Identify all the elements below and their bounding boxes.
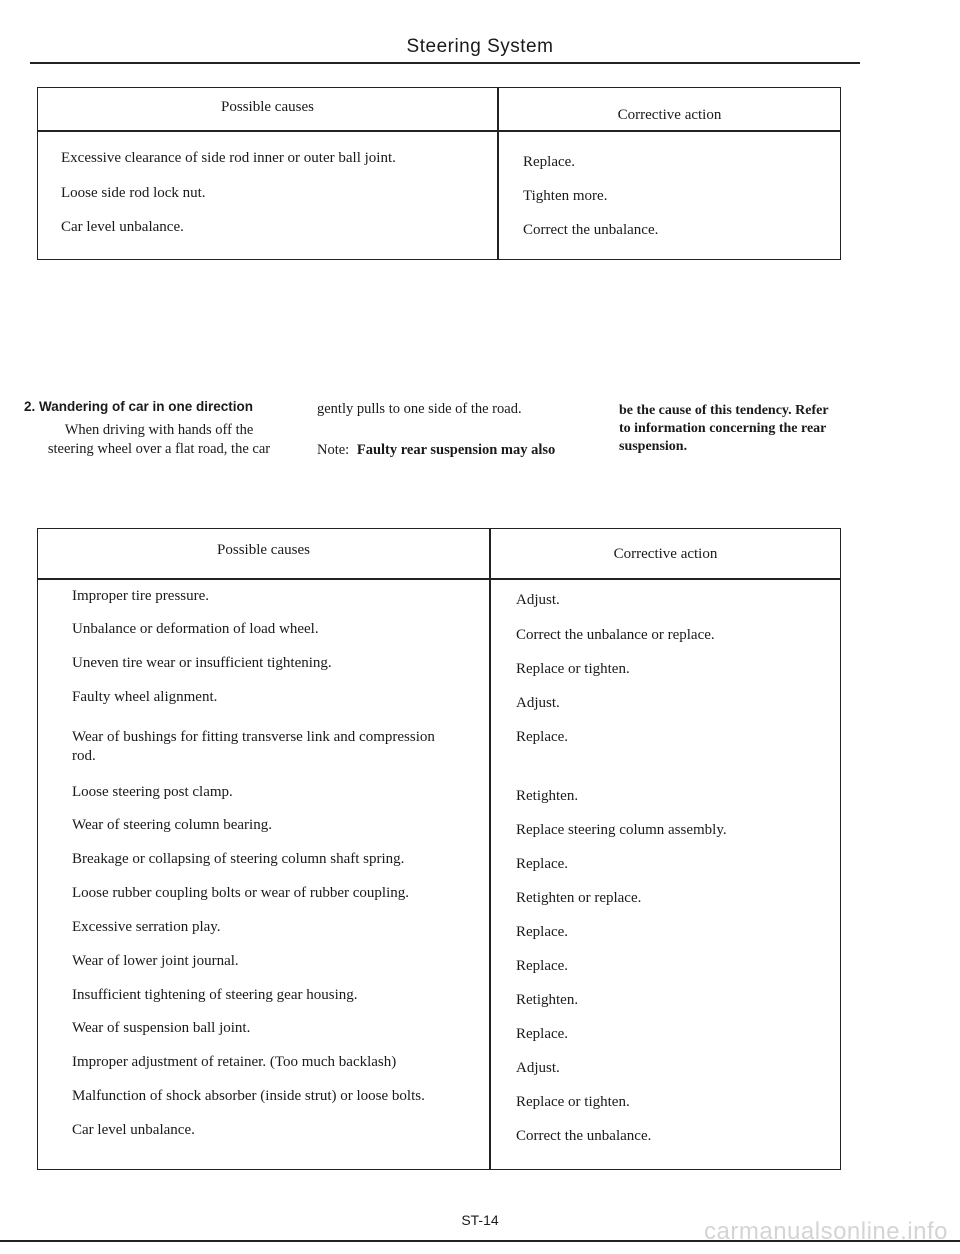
header-possible-causes: Possible causes [221, 99, 314, 115]
causes-table-2 [37, 528, 841, 1170]
watermark: carmanualsonline.info [704, 1218, 948, 1245]
header-rule [30, 62, 860, 64]
action-item: Correct the unbalance or replace. [516, 627, 715, 643]
action-item: Replace. [523, 154, 576, 170]
cause-item: Excessive clearance of side rod inner or outer ball joint. [61, 150, 396, 166]
action-item: Adjust. [516, 592, 560, 608]
action-item: Replace steering column assembly. [516, 822, 727, 838]
body-line: be the cause of this tendency. Refer [619, 403, 829, 418]
header-corrective-action: Corrective action [613, 546, 718, 562]
action-item: Replace. [516, 1026, 569, 1042]
page-header-title: Steering System [406, 36, 554, 57]
action-item: Replace. [516, 958, 569, 974]
section-2-col-2 [317, 400, 597, 459]
cause-item: Wear of lower joint journal. [72, 953, 239, 969]
cause-item: Uneven tire wear or insufficient tightening. [72, 655, 332, 671]
body-line: When driving with hands off the [64, 422, 254, 438]
action-item: Correct the unbalance. [516, 1128, 652, 1144]
cause-item: Improper adjustment of retainer. (Too much backlash) [72, 1054, 397, 1070]
cause-item: Wear of steering column bearing. [72, 817, 272, 833]
action-item: Replace or tighten. [516, 1094, 630, 1110]
section-2-col-1 [24, 398, 294, 459]
body-line: to information concerning the rear [619, 421, 827, 436]
header-divider [38, 130, 840, 132]
cause-item: Wear of bushings for fitting transverse link and compression [72, 729, 435, 745]
column-divider [489, 529, 491, 1169]
causes-table-1 [37, 87, 841, 260]
cause-item: Wear of suspension ball joint. [72, 1020, 251, 1036]
action-item: Retighten. [516, 788, 579, 804]
cause-item: Loose steering post clamp. [72, 784, 233, 800]
action-item: Replace. [516, 729, 569, 745]
cause-item: Insufficient tightening of steering gear housing. [72, 987, 358, 1003]
cause-item: Loose side rod lock nut. [61, 185, 206, 201]
action-item: Correct the unbalance. [523, 222, 659, 238]
body-line: gently pulls to one side of the road. [317, 401, 522, 417]
body-line: suspension. [619, 439, 688, 454]
page-number: ST-14 [461, 1212, 499, 1228]
header-corrective-action: Corrective action [617, 107, 722, 123]
cause-item: rod. [72, 748, 96, 764]
action-item: Replace or tighten. [516, 661, 630, 677]
section-2-heading: 2. Wandering of car in one direction [24, 399, 254, 414]
body-line: steering wheel over a flat road, the car [47, 441, 271, 457]
action-item: Retighten. [516, 992, 579, 1008]
action-item: Adjust. [516, 695, 560, 711]
cause-item: Excessive serration play. [72, 919, 221, 935]
action-item: Adjust. [516, 1060, 560, 1076]
action-item: Replace. [516, 924, 569, 940]
cause-item: Malfunction of shock absorber (inside strut) or loose bolts. [72, 1088, 425, 1104]
action-item: Tighten more. [523, 188, 608, 204]
note-text: Faulty rear suspension may also [356, 442, 556, 458]
cause-item: Improper tire pressure. [72, 588, 210, 604]
note-line [317, 441, 597, 459]
section-2-col-3 [619, 402, 859, 456]
cause-item: Car level unbalance. [72, 1122, 195, 1138]
cause-item: Car level unbalance. [61, 219, 184, 235]
action-item: Replace. [516, 856, 569, 872]
cause-item: Faulty wheel alignment. [72, 689, 218, 705]
cause-item: Breakage or collapsing of steering column shaft spring. [72, 851, 405, 867]
cause-item: Loose rubber coupling bolts or wear of rubber coupling. [72, 885, 409, 901]
header-divider [38, 578, 840, 580]
action-item: Retighten or replace. [516, 890, 642, 906]
section-2-body [24, 421, 294, 459]
header-possible-causes: Possible causes [217, 542, 310, 558]
cause-item: Unbalance or deformation of load wheel. [72, 621, 319, 637]
note-label: Note: [317, 442, 350, 458]
